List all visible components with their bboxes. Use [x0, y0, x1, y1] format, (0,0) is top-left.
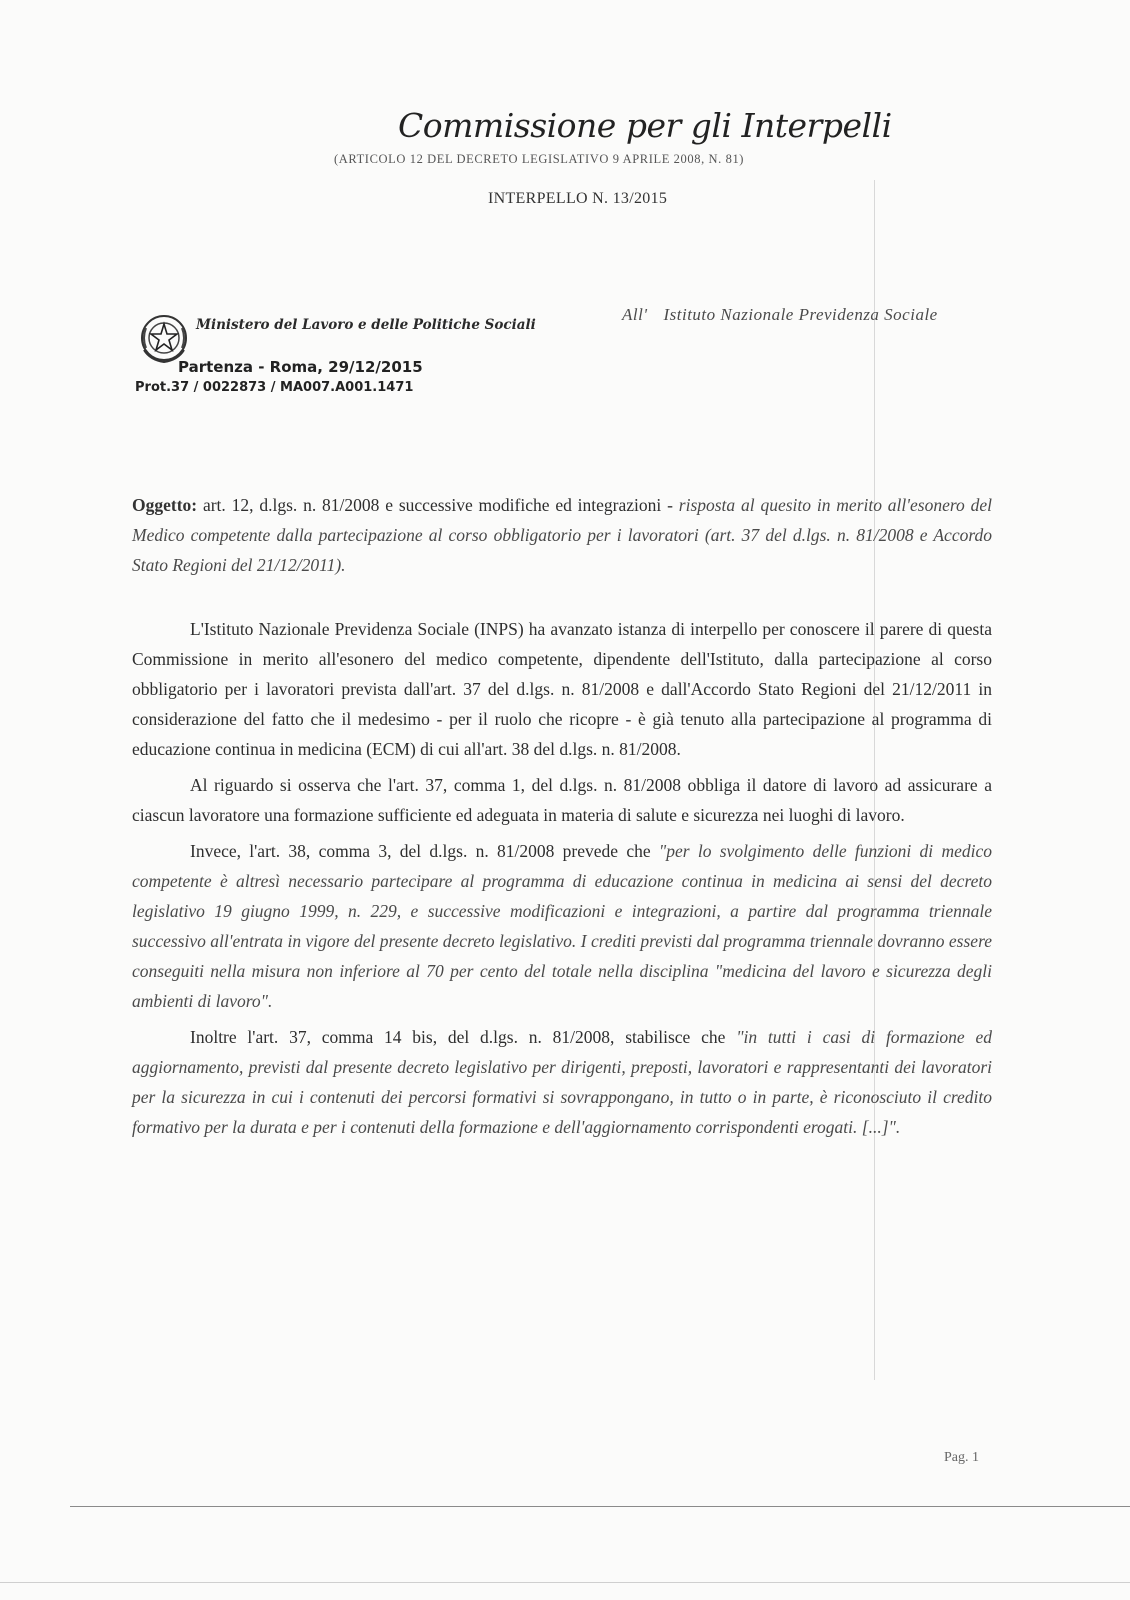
addressee-name: Istituto Nazionale Previdenza Sociale: [663, 305, 938, 324]
paragraph-3-text: Invece, l'art. 38, comma 3, del d.lgs. n. 81/2008 prevede che: [190, 841, 659, 861]
commission-title: Commissione per gli Interpelli: [398, 106, 892, 145]
paragraph-3-quote: "per lo svolgimento delle funzioni di medico competente è altresì necessario partecipare al programma di educazione continua in medicina ai sensi del decreto legislativo 19 giugno 1999, n. 229, e successive modificazioni e integrazioni, a partire dal programma triennale successivo all'entrata in vigore del presente decreto legislativo. I crediti previsti dal programma triennale dovranno essere conseguiti nella misura non inferiore al 70 per cento del totale nella disciplina "medicina del lavoro e sicurezza degli ambienti di lavoro".: [132, 841, 992, 1011]
addressee-prefix: All': [622, 305, 648, 324]
paragraph-4-quote: "in tutti i casi di formazione ed aggiornamento, previsti dal presente decreto legislativo per dirigenti, preposti, lavoratori e rappresentanti dei lavoratori per la sicurezza in cui i contenuti dei percorsi formativi si sovrappongano, in tutto o in parte, è riconosciuto il credito formativo per la durata e per i contenuti della formazione e dell'aggiornamento corrispondenti erogati. [...]".: [132, 1027, 992, 1137]
subject-text: art. 12, d.lgs. n. 81/2008 e successive modifiche ed integrazioni -: [197, 495, 679, 515]
paragraph-4: [132, 1022, 992, 1142]
paragraph-1: L'Istituto Nazionale Previdenza Sociale (INPS) ha avanzato istanza di interpello per conoscere il parere di questa Commissione in merito all'esonero del medico competente, dipendente dell'Istituto, dalla partecipazione al corso obbligatorio per i lavoratori prevista dall'art. 37 del d.lgs. n. 81/2008 e dall'Accordo Stato Regioni del 21/12/2011 in considerazione del fatto che il medesimo - per il ruolo che ricopre - è già tenuto alla partecipazione al programma di educazione continua in medicina (ECM) di cui all'art. 38 del d.lgs. n. 81/2008.: [132, 619, 992, 759]
paragraph-2: Al riguardo si osserva che l'art. 37, comma 1, del d.lgs. n. 81/2008 obbliga il datore di lavoro ad assicurare a ciascun lavoratore una formazione sufficiente ed adeguata in materia di salute e sicurezza nei luoghi di lavoro.: [132, 775, 992, 825]
paragraph-3: [132, 836, 992, 1016]
paragraph-4-text: Inoltre l'art. 37, comma 14 bis, del d.lgs. n. 81/2008, stabilisce che: [190, 1027, 737, 1047]
subject-label: Oggetto:: [132, 495, 198, 515]
departure-stamp: Partenza - Roma, 29/12/2015: [178, 358, 423, 376]
ministry-name: Ministero del Lavoro e delle Politiche Sociali: [196, 317, 536, 333]
letter-body: [132, 490, 992, 1148]
interpello-number: INTERPELLO N. 13/2015: [488, 190, 668, 207]
subject-line: [132, 490, 992, 580]
page-number: Pag. 1: [944, 1450, 979, 1465]
protocol-number: Prot.37 / 0022873 / MA007.A001.1471: [135, 380, 414, 395]
addressee: [622, 305, 938, 325]
footer-divider: [70, 1506, 1130, 1507]
subject-italic-text: risposta al quesito in merito all'esonero del Medico competente dalla partecipazione al corso obbligatorio per i lavoratori (art. 37 del d.lgs. n. 81/2008 e Accordo Stato Regioni del 21/12/2011).: [132, 495, 992, 575]
decree-reference: (ARTICOLO 12 DEL DECRETO LEGISLATIVO 9 APRILE 2008, N. 81): [334, 152, 745, 166]
page-bottom-edge: [0, 1582, 1130, 1583]
